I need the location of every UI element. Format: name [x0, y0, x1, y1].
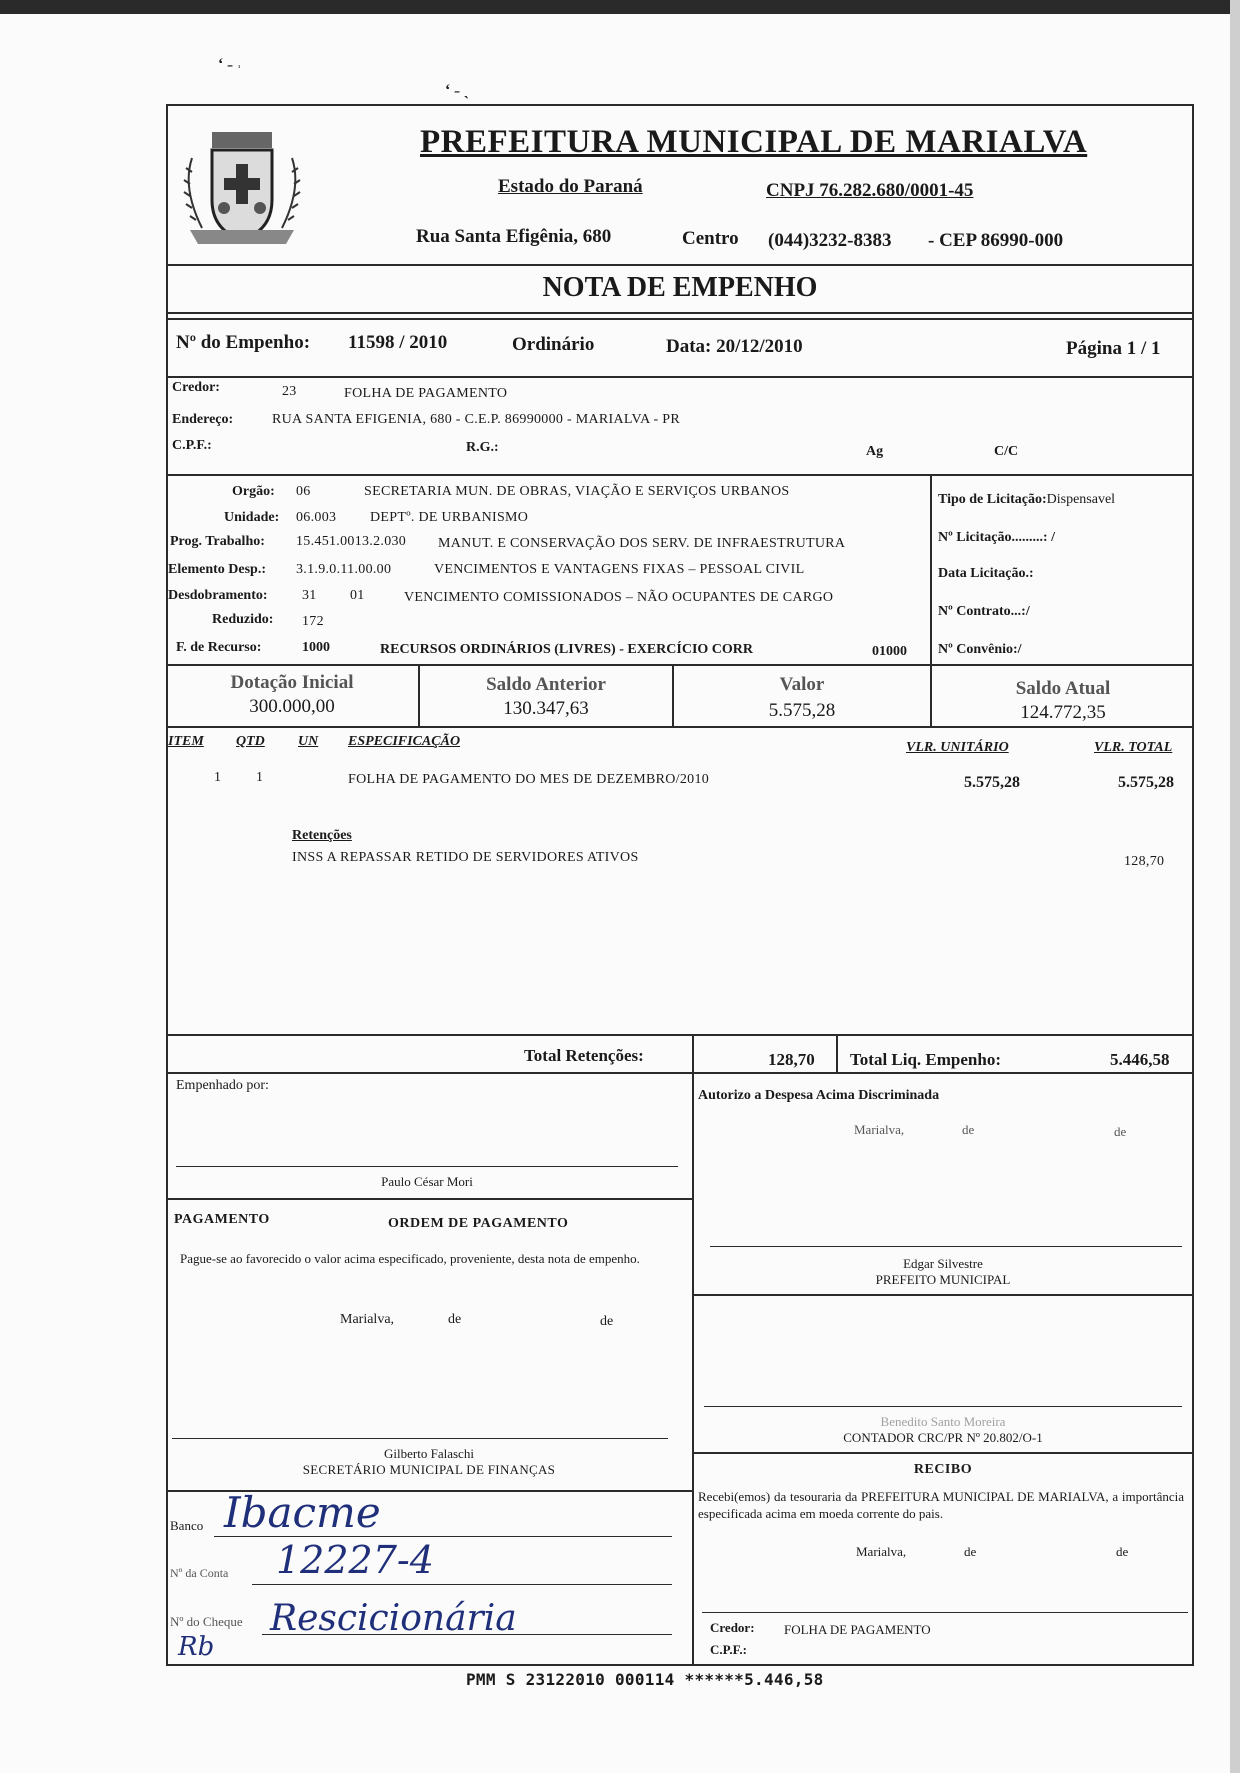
signature-line: [702, 1612, 1188, 1613]
divider: [692, 1452, 1194, 1454]
col-qtd-header: QTD: [236, 734, 265, 749]
total-liquido-value: 5.446,58: [1110, 1050, 1170, 1069]
prefeito-cargo: PREFEITO MUNICIPAL: [875, 1272, 1011, 1287]
recibo-credor-nome: FOLHA DE PAGAMENTO: [784, 1622, 931, 1637]
reduzido-label: Reduzido:: [212, 612, 274, 627]
autorizo-de-1: de: [962, 1122, 975, 1137]
col-unitario-header: VLR. UNITÁRIO: [906, 740, 1009, 755]
divider: [166, 1072, 1194, 1074]
valor-label: Valor: [779, 674, 825, 695]
credor-label: Credor:: [172, 380, 220, 395]
divider: [166, 1034, 1194, 1036]
col-item-header: ITEM: [168, 734, 204, 749]
coat-of-arms-icon: [172, 118, 312, 258]
retencao-valor: 128,70: [1124, 854, 1165, 869]
conta-corrente-label: C/C: [994, 444, 1019, 459]
recibo-credor-label: Credor:: [710, 1620, 755, 1635]
dotacao-value: 300.000,00: [249, 696, 335, 717]
rubrica-handwritten: Rb: [178, 1632, 215, 1662]
pagamento-de-2: de: [600, 1314, 614, 1329]
phone-label: (044)3232-8383: [768, 230, 892, 251]
scan-marks: ʻ ˗ ˒: [218, 56, 242, 73]
prefeitura-title: PREFEITURA MUNICIPAL DE MARIALVA: [420, 124, 1088, 160]
autorizo-label: Autorizo a Despesa Acima Discriminada: [698, 1088, 940, 1103]
unidade-code: 06.003: [296, 510, 337, 525]
total-retencoes-value: 128,70: [768, 1050, 815, 1069]
pagamento-label: PAGAMENTO: [174, 1212, 270, 1227]
recibo-de-2: de: [1116, 1544, 1129, 1559]
valor-value: 5.575,28: [768, 700, 836, 721]
item-total: 5.575,28: [1118, 774, 1174, 791]
empenho-number: 11598 / 2010: [348, 332, 448, 353]
item-qtd: 1: [256, 770, 264, 785]
item-especificacao: FOLHA DE PAGAMENTO DO MES DE DEZEMBRO/2010: [348, 772, 710, 787]
autorizo-de-2: de: [1114, 1124, 1127, 1139]
cheque-label: Nº do Cheque: [170, 1614, 243, 1629]
agencia-label: Ag: [866, 444, 884, 459]
tipo-licitacao-label: [938, 492, 1115, 508]
empenhado-nome: Paulo César Mori: [381, 1174, 473, 1189]
credor-code: 23: [282, 384, 297, 399]
cpf-label: C.P.F.:: [172, 438, 212, 453]
scan-border: [0, 0, 1240, 14]
desdobramento-label: Desdobramento:: [168, 588, 268, 603]
contador-nome: Benedito Santo Moreira: [880, 1414, 1006, 1429]
empenho-date: Data: 20/12/2010: [666, 336, 803, 357]
programa-name: MANUT. E CONSERVAÇÃO DOS SERV. DE INFRAESTRUTURA: [438, 536, 846, 551]
conta-handwritten: 12227-4: [276, 1538, 434, 1582]
elemento-code: 3.1.9.0.11.00.00: [296, 562, 392, 577]
signature-line: [176, 1166, 678, 1167]
unidade-label: Unidade:: [224, 510, 280, 525]
empenho-number-label: Nº do Empenho:: [176, 332, 311, 353]
divider: [166, 264, 1194, 266]
contador-cargo: CONTADOR CRC/PR Nº 20.802/O-1: [843, 1430, 1043, 1445]
numero-convenio: Nº Convênio:/: [938, 642, 1022, 657]
pague-se-text: Pague-se ao favorecido o valor acima especificado, proveniente, desta nota de empenho.: [180, 1251, 640, 1266]
autorizo-cidade: Marialva,: [854, 1122, 905, 1137]
total-retencoes-label: Total Retenções:: [524, 1046, 644, 1065]
scan-marks-2: ʻ ˗ ˎ: [445, 82, 469, 99]
divider: [166, 664, 1194, 666]
signature-line: [172, 1438, 668, 1439]
mechanical-stamp: PMM S 23122010 000114 ******5.446,58: [466, 1670, 824, 1689]
credor-name: FOLHA DE PAGAMENTO: [344, 386, 508, 401]
divider-vertical: [692, 1036, 694, 1072]
pagamento-de-1: de: [448, 1312, 462, 1327]
recibo-label: RECIBO: [913, 1462, 973, 1477]
address-label: Rua Santa Efigênia, 680: [416, 226, 612, 247]
elemento-name: VENCIMENTOS E VANTAGENS FIXAS – PESSOAL CIVIL: [434, 562, 805, 577]
empenhado-por-label: Empenhado por:: [176, 1078, 269, 1093]
programa-code: 15.451.0013.2.030: [296, 534, 407, 549]
prefeito-nome: Edgar Silvestre: [903, 1256, 983, 1271]
desdobramento-name: VENCIMENTO COMISSIONADOS – NÃO OCUPANTES DE CARGO: [404, 590, 834, 605]
nota-title: NOTA DE EMPENHO: [542, 272, 818, 303]
divider: [166, 376, 1194, 378]
credor-address: RUA SANTA EFIGENIA, 680 - C.E.P. 86990000 - MARIALVA - PR: [272, 412, 681, 427]
recibo-text: Recebi(emos) da tesouraria da PREFEITURA MUNICIPAL DE MARIALVA, a importância especificada acima em moeda corrente do pais.: [698, 1489, 1184, 1521]
saldo-anterior-label: Saldo Anterior: [486, 674, 606, 695]
saldo-atual-value: 124.772,35: [1020, 702, 1106, 723]
estado-label: Estado do Paraná: [498, 176, 643, 197]
divider: [166, 318, 1194, 320]
empenho-type: Ordinário: [512, 334, 595, 355]
recurso-name: RECURSOS ORDINÁRIOS (LIVRES) - EXERCÍCIO CORR: [380, 642, 753, 657]
item-number: 1: [214, 770, 222, 785]
field-line: [262, 1634, 672, 1635]
pagamento-cidade: Marialva,: [340, 1312, 395, 1327]
item-unitario: 5.575,28: [964, 774, 1020, 791]
divider: [166, 726, 1194, 728]
data-licitacao: Data Licitação.:: [938, 566, 1034, 581]
unidade-name: DEPTº. DE URBANISMO: [370, 510, 529, 525]
total-liquido-label: Total Liq. Empenho:: [850, 1050, 1001, 1069]
desdobramento-code: 31: [302, 588, 317, 603]
desdobramento-sub: 01: [350, 588, 365, 603]
numero-licitacao: Nº Licitação.........: /: [938, 530, 1055, 545]
retencao-descricao: INSS A REPASSAR RETIDO DE SERVIDORES ATIVOS: [292, 850, 639, 865]
ordem-pagamento-label: ORDEM DE PAGAMENTO: [388, 1216, 569, 1231]
divider-vertical: [930, 476, 932, 664]
scan-edge: [1230, 0, 1240, 1773]
recibo-cpf-label: C.P.F.:: [710, 1642, 747, 1657]
reduzido-value: 172: [302, 614, 324, 629]
saldo-atual-label: Saldo Atual: [1015, 678, 1111, 699]
cnpj-label: CNPJ 76.282.680/0001-45: [766, 180, 974, 201]
orgao-code: 06: [296, 484, 311, 499]
recurso-label: F. de Recurso:: [176, 640, 262, 655]
signature-line: [710, 1246, 1182, 1247]
signature-line: [704, 1406, 1182, 1407]
tipo-licitacao-value: Dispensavel: [1046, 492, 1116, 507]
col-un-header: UN: [298, 734, 319, 749]
col-total-header: VLR. TOTAL: [1094, 740, 1173, 755]
recurso-code-2: 01000: [872, 644, 907, 659]
elemento-label: Elemento Desp.:: [168, 562, 266, 577]
banco-label: Banco: [170, 1518, 204, 1533]
banco-handwritten: Ibacme: [224, 1488, 381, 1537]
page-number: Página 1 / 1: [1066, 338, 1161, 359]
col-especificacao-header: ESPECIFICAÇÃO: [348, 734, 461, 749]
cheque-handwritten: Rescicionária: [270, 1598, 517, 1639]
field-line: [214, 1536, 672, 1537]
retencoes-label: Retenções: [292, 828, 352, 843]
divider: [166, 312, 1194, 314]
secretario-cargo: SECRETÁRIO MUNICIPAL DE FINANÇAS: [302, 1462, 556, 1477]
numero-contrato: Nº Contrato...:/: [938, 604, 1030, 619]
rg-label: R.G.:: [466, 440, 499, 455]
bairro-label: Centro: [682, 228, 739, 249]
divider: [166, 1198, 692, 1200]
endereco-label: Endereço:: [172, 412, 234, 427]
conta-label: Nº da Conta: [170, 1566, 229, 1580]
cep-label: - CEP 86990-000: [928, 230, 1064, 251]
recurso-code: 1000: [302, 640, 330, 655]
recibo-de-1: de: [964, 1544, 977, 1559]
secretario-nome: Gilberto Falaschi: [384, 1446, 474, 1461]
tipo-licitacao-label-text: Tipo de Licitação:: [938, 492, 1047, 507]
recibo-cidade: Marialva,: [856, 1544, 907, 1559]
divider-vertical: [836, 1036, 838, 1072]
orgao-label: Orgão:: [232, 484, 275, 499]
divider: [692, 1294, 1194, 1296]
field-line: [252, 1584, 672, 1585]
divider: [166, 474, 1194, 476]
programa-label: Prog. Trabalho:: [170, 534, 265, 549]
divider-vertical: [692, 1074, 694, 1666]
dotacao-label: Dotação Inicial: [230, 672, 354, 693]
orgao-name: SECRETARIA MUN. DE OBRAS, VIAÇÃO E SERVIÇOS URBANOS: [364, 484, 790, 499]
saldo-anterior-value: 130.347,63: [503, 698, 589, 719]
